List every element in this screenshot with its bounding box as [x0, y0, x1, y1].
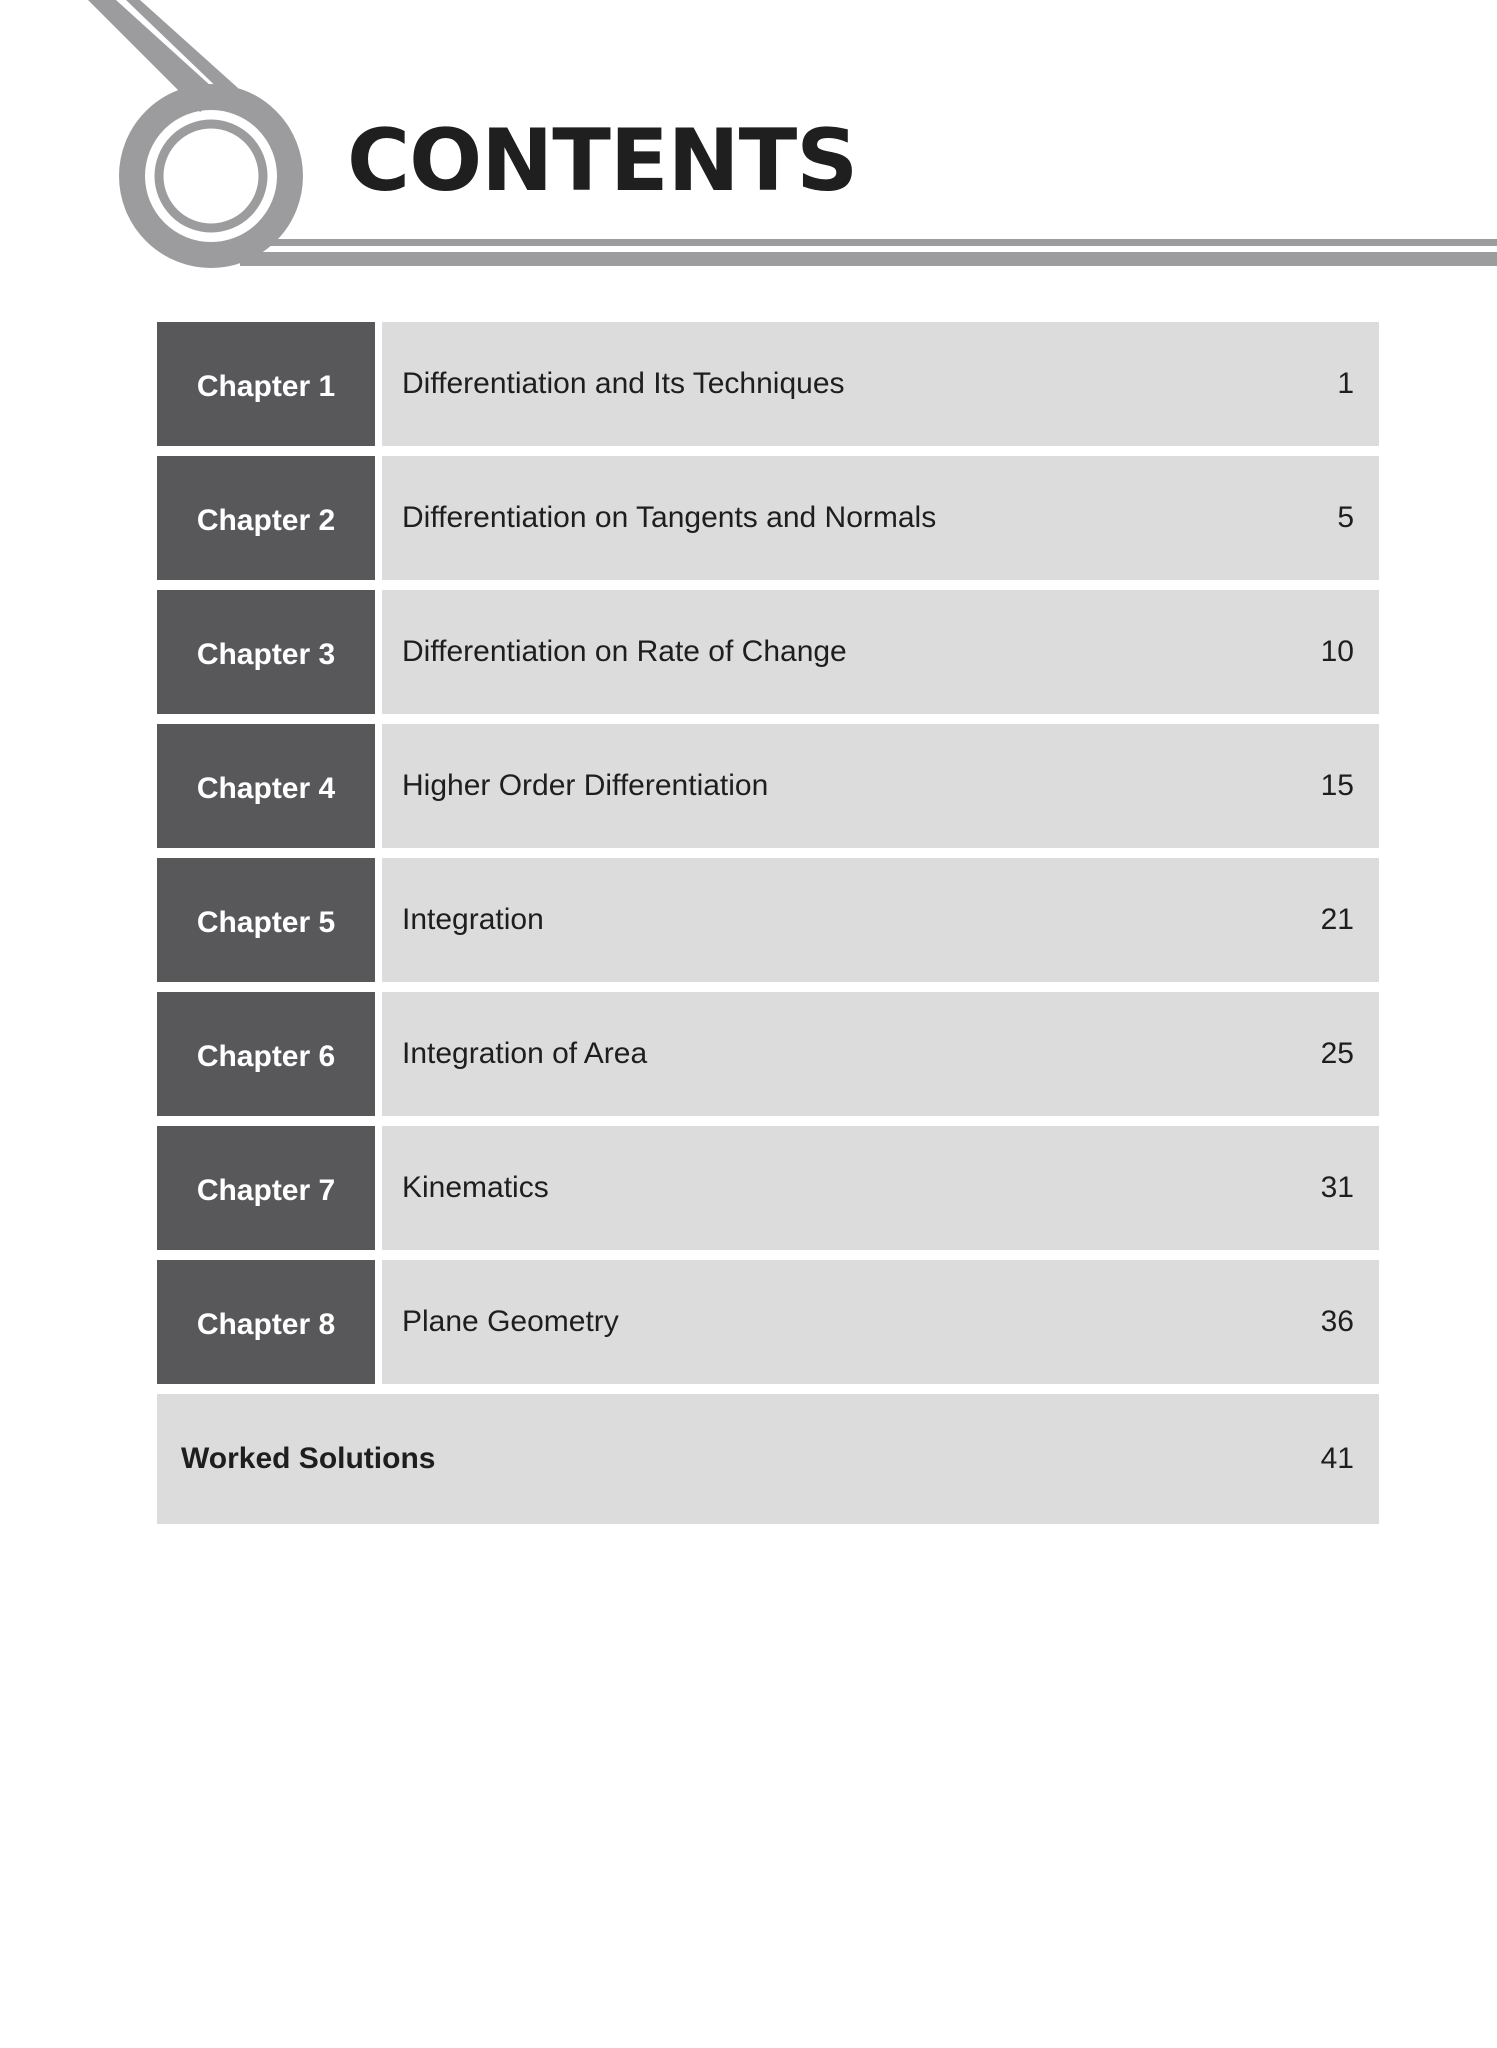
chapter-title-cell	[382, 322, 1379, 446]
header-rule-thick	[240, 252, 1497, 266]
toc-row-chapter-7[interactable]	[157, 1126, 1379, 1250]
toc-row-chapter-2[interactable]	[157, 456, 1379, 580]
header-rule-thin	[262, 239, 1497, 246]
toc-row-worked-solutions[interactable]	[157, 1394, 1379, 1524]
chapter-title-cell	[382, 858, 1379, 982]
chapter-title-cell	[382, 1126, 1379, 1250]
page-number: 41	[1320, 1442, 1354, 1475]
chapter-label: Chapter 2	[157, 456, 375, 580]
page-number: 36	[1320, 1305, 1354, 1338]
chapter-title: Differentiation on Tangents and Normals	[402, 501, 937, 534]
chapter-label: Chapter 7	[157, 1126, 375, 1250]
chapter-title-cell	[382, 724, 1379, 848]
chapter-label: Chapter 5	[157, 858, 375, 982]
chapter-label: Chapter 4	[157, 724, 375, 848]
chapter-title-cell	[382, 992, 1379, 1116]
page-number: 25	[1320, 1037, 1354, 1070]
page-number: 5	[1337, 501, 1354, 534]
page-number: 10	[1320, 635, 1354, 668]
toc-row-chapter-1[interactable]	[157, 322, 1379, 446]
chapter-title-cell	[382, 456, 1379, 580]
chapter-title-cell	[382, 590, 1379, 714]
chapter-title: Differentiation and Its Techniques	[402, 367, 845, 400]
page-number: 15	[1320, 769, 1354, 802]
toc-row-chapter-3[interactable]	[157, 590, 1379, 714]
chapter-title: Differentiation on Rate of Change	[402, 635, 847, 668]
table-of-contents	[157, 322, 1379, 1524]
chapter-label: Chapter 8	[157, 1260, 375, 1384]
chapter-label: Chapter 6	[157, 992, 375, 1116]
toc-row-chapter-6[interactable]	[157, 992, 1379, 1116]
page-number: 21	[1320, 903, 1354, 936]
chapter-title: Higher Order Differentiation	[402, 769, 769, 802]
chapter-label: Chapter 1	[157, 322, 375, 446]
chapter-title: Integration of Area	[402, 1037, 648, 1070]
chapter-label: Chapter 3	[157, 590, 375, 714]
toc-row-chapter-5[interactable]	[157, 858, 1379, 982]
page-number: 1	[1337, 367, 1354, 400]
chapter-title: Plane Geometry	[402, 1305, 619, 1338]
chapter-title: Kinematics	[402, 1171, 549, 1204]
chapter-title: Integration	[402, 903, 544, 936]
toc-row-chapter-4[interactable]	[157, 724, 1379, 848]
page-number: 31	[1320, 1171, 1354, 1204]
chapter-title-cell	[382, 1260, 1379, 1384]
page-title: CONTENTS	[347, 111, 858, 211]
toc-row-chapter-8[interactable]	[157, 1260, 1379, 1384]
solutions-label: Worked Solutions	[181, 1442, 436, 1475]
